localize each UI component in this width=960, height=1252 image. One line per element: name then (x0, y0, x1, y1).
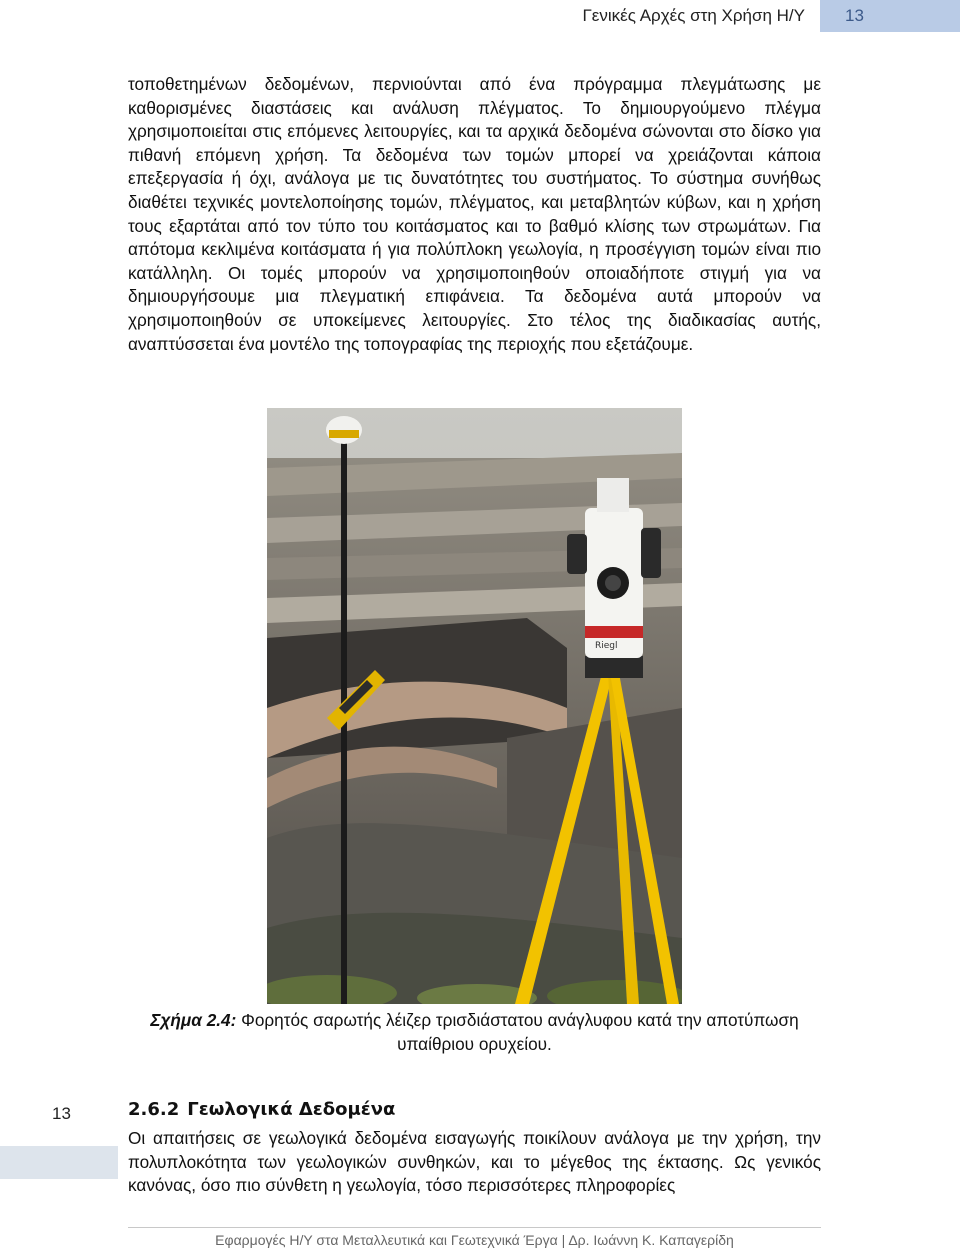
scanner-brand-text: Riegl (595, 641, 618, 651)
footer-divider (128, 1227, 821, 1228)
header-page-number: 13 (820, 0, 960, 32)
section-heading (128, 1099, 395, 1120)
figure-caption-label: Σχήμα 2.4: (150, 1010, 237, 1030)
side-page-number: 13 (52, 1104, 71, 1123)
section-number: 2.6.2 (128, 1099, 180, 1120)
side-decorative-tab (0, 1146, 118, 1179)
paragraph-text: τοποθετημένων δεδομένων, περνιούνται από ένα πρόγραμμα πλεγμάτωσης με καθορισμένες διαστάσεις και ανάλυση πλέγματος. Το δημιουργούμενο πλέγμα χρησιμοποιείται στις επόμενες λειτουργίες, και τα αρχικά δεδομένα σώνονται στο δίσκο για πιθανή επόμενη χρήση. Τα δεδομένα των τομών μπορεί να χρειάζονται κάποια επεξεργασία ή όχι, ανάλογα με τις δυνατότητες του συστήματος. Το σύστημα συνήθως διαθέτει τεχνικές μοντελοποίησης τομών, πλέγματος, και μεταβλητών κύβων, και η χρήση τους εξαρτάται από τον τύπο του κοιτάσματος και το βαθμό κλίσης των στρωμάτων. Για απότομα κεκλιμένα κοιτάσματα ή για πολύπλοκη γεωλογία, η προσέγγιση τομών είναι πιο κατάλληλη. Οι τομές μπορούν να χρησιμοποιηθούν οποιαδήποτε στιγμή για να δημιουργήσουμε μια πλεγματική επιφάνεια. Τα δεδομένα αυτά μπορούν να χρησιμοποιηθούν σε υποκείμενες λειτουργίες. Στο τέλος της διαδικασίας αυτής, αναπτύσσεται ένα μοντέλο της τοπογραφίας της περιοχής που εξετάζουμε. (128, 74, 821, 354)
running-header-title: Γενικές Αρχές στη Χρήση Η/Υ (582, 6, 805, 25)
body-paragraph (128, 73, 821, 356)
figure-caption-text: Φορητός σαρωτής λέιζερ τρισδιάστατου ανάγλυφου κατά την αποτύπωση υπαίθριου ορυχείου. (236, 1010, 799, 1054)
section-title: Γεωλογικά Δεδομένα (187, 1099, 396, 1120)
footer-text: Εφαρμογές Η/Υ στα Μεταλλευτικά και Γεωτεχνικά Έργα | Δρ. Ιωάννη Κ. Καπαγερίδη (215, 1232, 734, 1248)
figure-caption (128, 1009, 821, 1056)
section-paragraph: Οι απαιτήσεις σε γεωλογικά δεδομένα εισαγωγής ποικίλουν ανάλογα με την χρήση, την πολυπλοκότητα των γεωλογικών συνθηκών, και το μέγεθος της έκτασης. Ως γενικός κανόνας, όσο πιο σύνθετη η γεωλογία, τόσο περισσότερες πληροφορίες (128, 1128, 821, 1196)
figure-photo-laser-scanner (267, 408, 682, 1004)
